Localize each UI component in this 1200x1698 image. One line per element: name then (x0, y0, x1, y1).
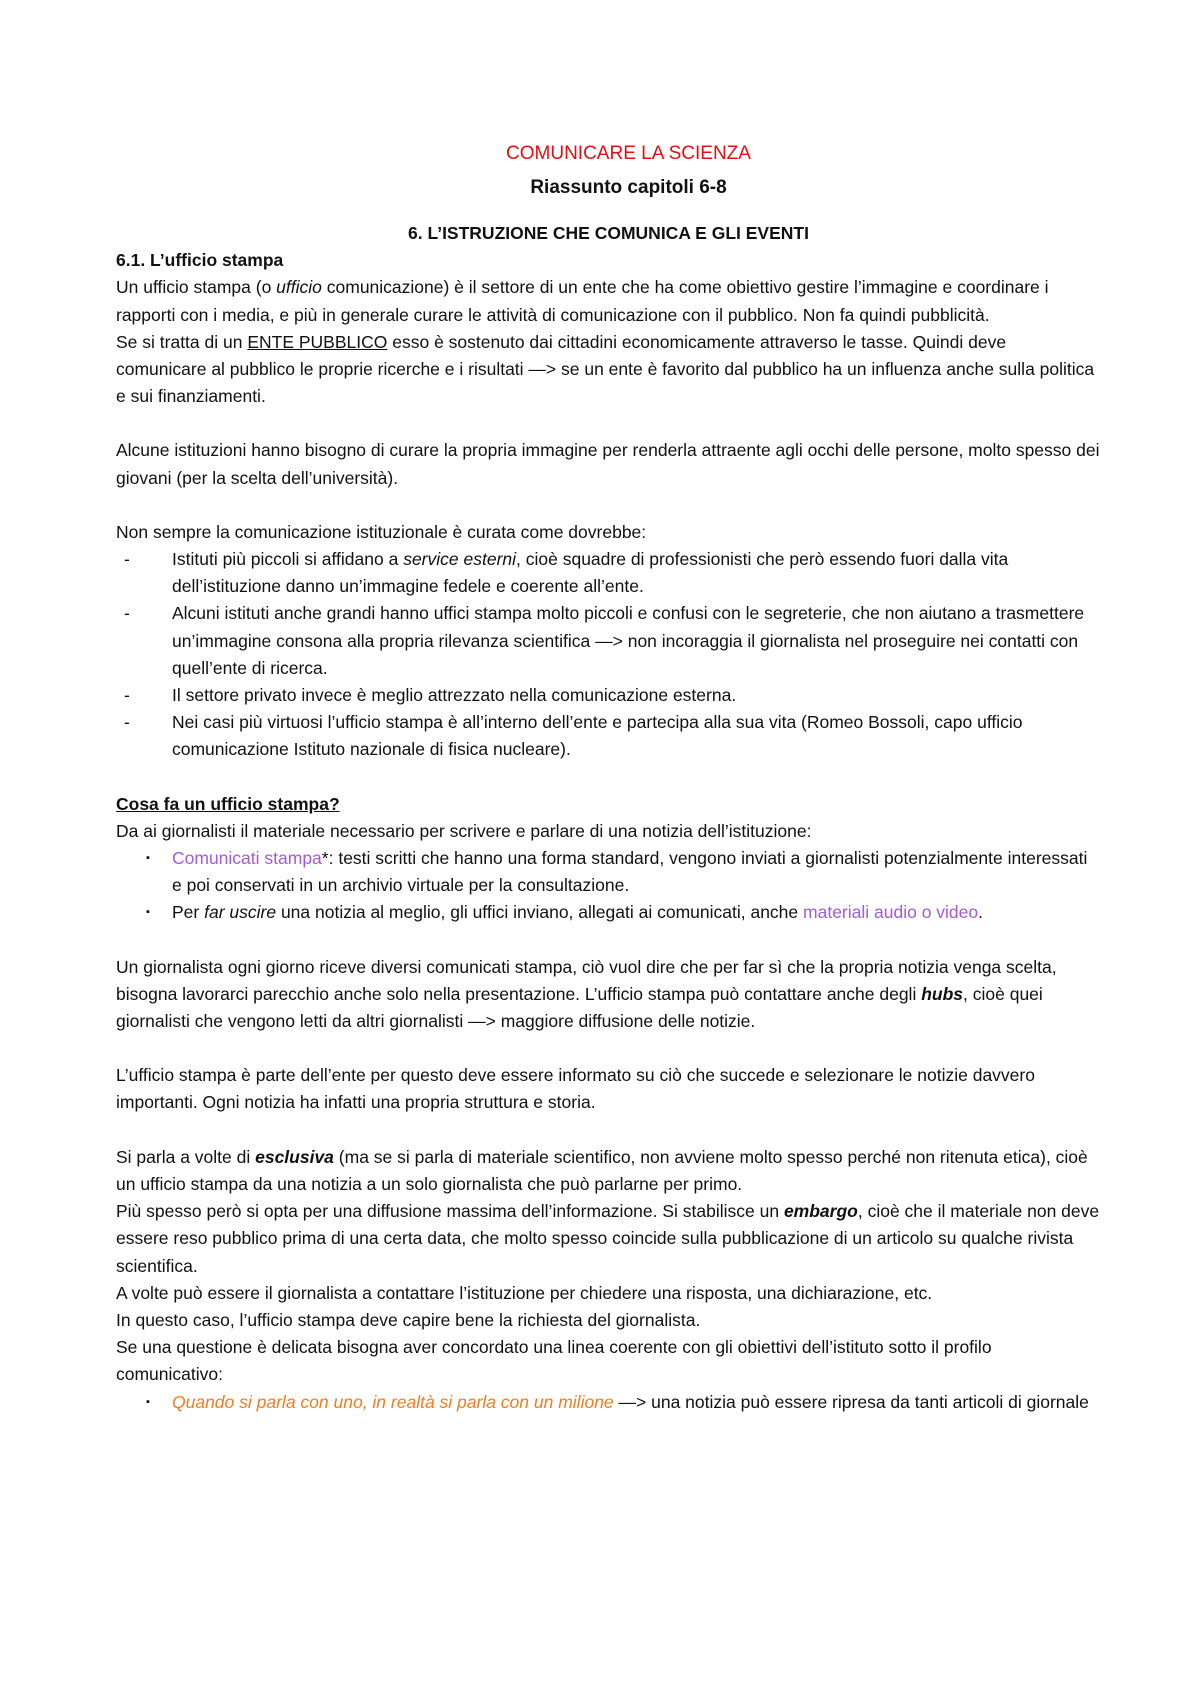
document-body (116, 140, 1101, 1416)
bold-italic-term: esclusiva (255, 1146, 334, 1167)
list-item (116, 682, 1101, 709)
paragraph-parte-ente: L’ufficio stampa è parte dell’ente per questo deve essere informato su ciò che succede e selezionare le notizie davvero importanti. Ogni notizia ha infatti una propria struttura e storia. (116, 1065, 1035, 1113)
paragraph-immagine: Alcune istituzioni hanno bisogno di curare la propria immagine per renderla attraente agli occhi delle persone, molto spesso dei giovani (per la scelta dell’università). (116, 440, 1100, 488)
square-bullet-icon: ▪ (146, 1395, 150, 1408)
document-subtitle: Riassunto capitoli 6-8 (530, 177, 727, 198)
paragraph-definition (116, 274, 1101, 328)
text-run: Per (172, 902, 205, 923)
document-title: COMUNICARE LA SCIENZA (506, 143, 751, 164)
square-bullet-list (116, 845, 1101, 927)
list-item (116, 899, 1101, 926)
text-run: , cioè squadre di professionisti che però essendo fuori dalla vita dell’istituzione danno un’immagine fedele e coerente all’ente. (172, 549, 1009, 597)
square-bullet-list (116, 1389, 1101, 1416)
list-item (116, 1389, 1101, 1416)
text-run: Si parla a volte di (116, 1146, 256, 1167)
text-run: *: testi scritti che hanno una forma standard, vengono inviati a giornalisti potenzialmente interessati e poi conservati in un archivio virtuale per la consultazione. (172, 848, 1088, 896)
text-run: —> una notizia può essere ripresa da tanti articoli di giornale (613, 1391, 1089, 1412)
list-item (116, 845, 1101, 899)
italic-term: service esterni (403, 549, 517, 570)
highlighted-term: materiali audio o video (803, 902, 979, 923)
text-run: Istituti più piccoli si affidano a (172, 549, 404, 570)
paragraph-esclusiva (116, 1144, 1101, 1198)
list-item (116, 600, 1101, 682)
paragraph-embargo (116, 1198, 1101, 1280)
square-bullet-icon: ▪ (146, 906, 150, 919)
text-run: Alcuni istituti anche grandi hanno uffici stampa molto piccoli e confusi con le segreterie, che non aiutano a trasmettere un’immagine consona alla propria rilevanza scientifica —> non incoraggia il giornalista nel proseguire nei contatti con quell’ente di ricerca. (172, 603, 1085, 678)
paragraph-ente-pubblico (116, 329, 1101, 411)
bold-italic-term: embargo (783, 1201, 858, 1222)
paragraph-intro: Da ai giornalisti il materiale necessario per scrivere e parlare di una notizia dell’istituzione: (116, 820, 812, 841)
paragraph-richiesta: In questo caso, l’ufficio stampa deve capire bene la richiesta del giornalista. (116, 1309, 701, 1330)
underlined-term: ENTE PUBBLICO (247, 331, 388, 352)
bold-italic-term: hubs (921, 983, 964, 1004)
text-run: (ma se si parla di materiale scientifico, non avviene molto spesso perché non ritenuta etica), cioè un ufficio stampa da una notizia a un solo giornalista che può parlarne per primo. (116, 1146, 1088, 1194)
section-heading-cosa-fa: Cosa fa un ufficio stampa? (116, 793, 340, 814)
text-run: Nei casi più virtuosi l’ufficio stampa è all’interno dell’ente e partecipa alla sua vita (Romeo Bossoli, capo ufficio comunicazione Istituto nazionale di fisica nucleare). (172, 712, 1023, 760)
text-run: , cioè quei giornalisti che vengono letti da altri giornalisti —> maggiore diffusione delle notizie. (116, 983, 1043, 1032)
section-heading-6-1: 6.1. L’ufficio stampa (116, 250, 284, 271)
list-item (116, 709, 1101, 763)
text-run: Un giornalista ogni giorno riceve diversi comunicati stampa, ciò vuol dire che per far sì che la propria notizia venga scelta, bisogna lavorarci parecchio anche solo nella presentazione. L’ufficio stampa può contattare anche degli (116, 956, 1057, 1004)
paragraph-questione: Se una questione è delicata bisogna aver concordato una linea coerente con gli obiettivi dell’istituto sotto il profilo comunicativo: (116, 1337, 992, 1385)
highlighted-quote: Quando si parla con uno, in realtà si parla con un milione (172, 1391, 614, 1412)
dash-list (116, 546, 1101, 764)
text-run: Il settore privato invece è meglio attrezzato nella comunicazione esterna. (172, 685, 737, 706)
text-run: , cioè che il materiale non deve essere reso pubblico prima di una certa data, che molto spesso coincide sulla pubblicazione di un articolo su qualche rivista scientifica. (116, 1201, 1100, 1276)
text-run: Un ufficio stampa (o (116, 277, 277, 298)
text-run: esso è sostenuto dai cittadini economicamente attraverso le tasse. Quindi deve comunicare al pubblico le proprie ricerche e i risultati —> se un ente è favorito dal pubblico ha un influenza anche sulla politica e sui finanziamenti. (116, 331, 1095, 407)
list-item (116, 546, 1101, 600)
square-bullet-icon: ▪ (146, 852, 150, 865)
text-run: Più spesso però si opta per una diffusione massima dell’informazione. Si stabilisce un (116, 1201, 784, 1222)
italic-term: far uscire (204, 902, 277, 923)
highlighted-term: Comunicati stampa (172, 848, 322, 869)
text-run: comunicazione) è il settore di un ente che ha come obiettivo gestire l’immagine e coordinare i rapporti con i media, e più in generale curare le attività di comunicazione con il pubblico. Non fa quindi pubblicità. (116, 277, 1049, 325)
paragraph-contatto: A volte può essere il giornalista a contattare l’istituzione per chiedere una risposta, una dichiarazione, etc. (116, 1282, 933, 1303)
text-run: . (978, 902, 983, 923)
text-run: una notizia al meglio, gli uffici inviano, allegati ai comunicati, anche (276, 902, 804, 923)
paragraph-hubs (116, 954, 1101, 1036)
chapter-heading: 6. L’ISTRUZIONE CHE COMUNICA E GLI EVENTI (408, 223, 809, 243)
text-run: Se si tratta di un (116, 331, 248, 352)
italic-term: ufficio (276, 277, 322, 298)
paragraph-non-sempre: Non sempre la comunicazione istituzionale è curata come dovrebbe: (116, 521, 647, 542)
